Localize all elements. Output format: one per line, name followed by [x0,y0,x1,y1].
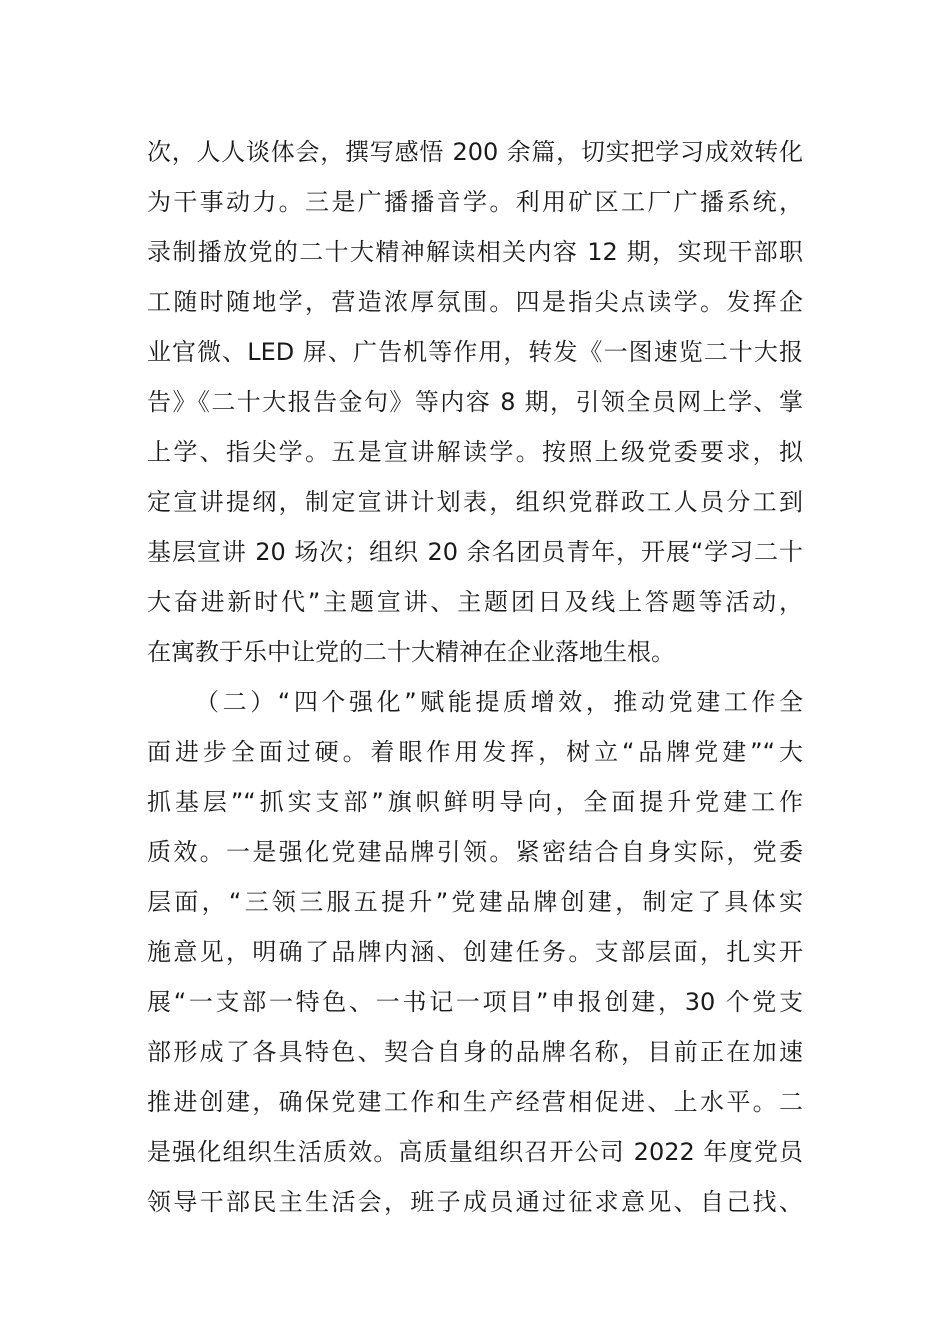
section-heading-line: （二）“四个强化”赋能提质增效，推动党建工作全 [195,688,803,716]
paragraph-line: 推进创建，确保党建工作和生产经营相促进、上水平。二 [147,1088,803,1116]
paragraph-line: 领导干部民主生活会，班子成员通过征求意见、自己找、 [147,1188,803,1216]
paragraph-line: 业官微、LED 屏、广告机等作用，转发《一图速览二十大报 [147,338,803,366]
paragraph-line: 抓基层”“抓实支部”旗帜鲜明导向，全面提升党建工作 [147,788,803,816]
paragraph-line: 是强化组织生活质效。高质量组织召开公司 2022 年度党员 [147,1138,803,1166]
paragraph-line: 质效。一是强化党建品牌引领。紧密结合自身实际，党委 [147,838,803,866]
paragraph-line: 告》《二十大报告金句》等内容 8 期，引领全员网上学、掌 [147,388,803,416]
paragraph-line: 为干事动力。三是广播播音学。利用矿区工厂广播系统， [147,188,803,216]
paragraph-line: 展“一支部一特色、一书记一项目”申报创建，30 个党支 [147,988,803,1016]
paragraph-line: 层面，“三领三服五提升”党建品牌创建，制定了具体实 [147,888,803,916]
paragraph-line: 工随时随地学，营造浓厚氛围。四是指尖点读学。发挥企 [147,288,803,316]
paragraph-line: 施意见，明确了品牌内涵、创建任务。支部层面，扎实开 [147,938,803,966]
paragraph-line: 定宣讲提纲，制定宣讲计划表，组织党群政工人员分工到 [147,488,803,516]
paragraph-line: 上学、指尖学。五是宣讲解读学。按照上级党委要求，拟 [147,438,803,466]
paragraph-line: 录制播放党的二十大精神解读相关内容 12 期，实现干部职 [147,238,803,266]
paragraph-line: 面进步全面过硬。着眼作用发挥，树立“品牌党建”“大 [147,738,803,766]
paragraph-line: 次，人人谈体会，撰写感悟 200 余篇，切实把学习成效转化 [147,138,803,166]
paragraph-line: 大奋进新时代”主题宣讲、主题团日及线上答题等活动， [147,588,803,616]
paragraph-line: 基层宣讲 20 场次；组织 20 余名团员青年，开展“学习二十 [147,538,803,566]
paragraph-line: 在寓教于乐中让党的二十大精神在企业落地生根。 [147,638,675,666]
paragraph-line: 部形成了各具特色、契合自身的品牌名称，目前正在加速 [147,1038,803,1066]
